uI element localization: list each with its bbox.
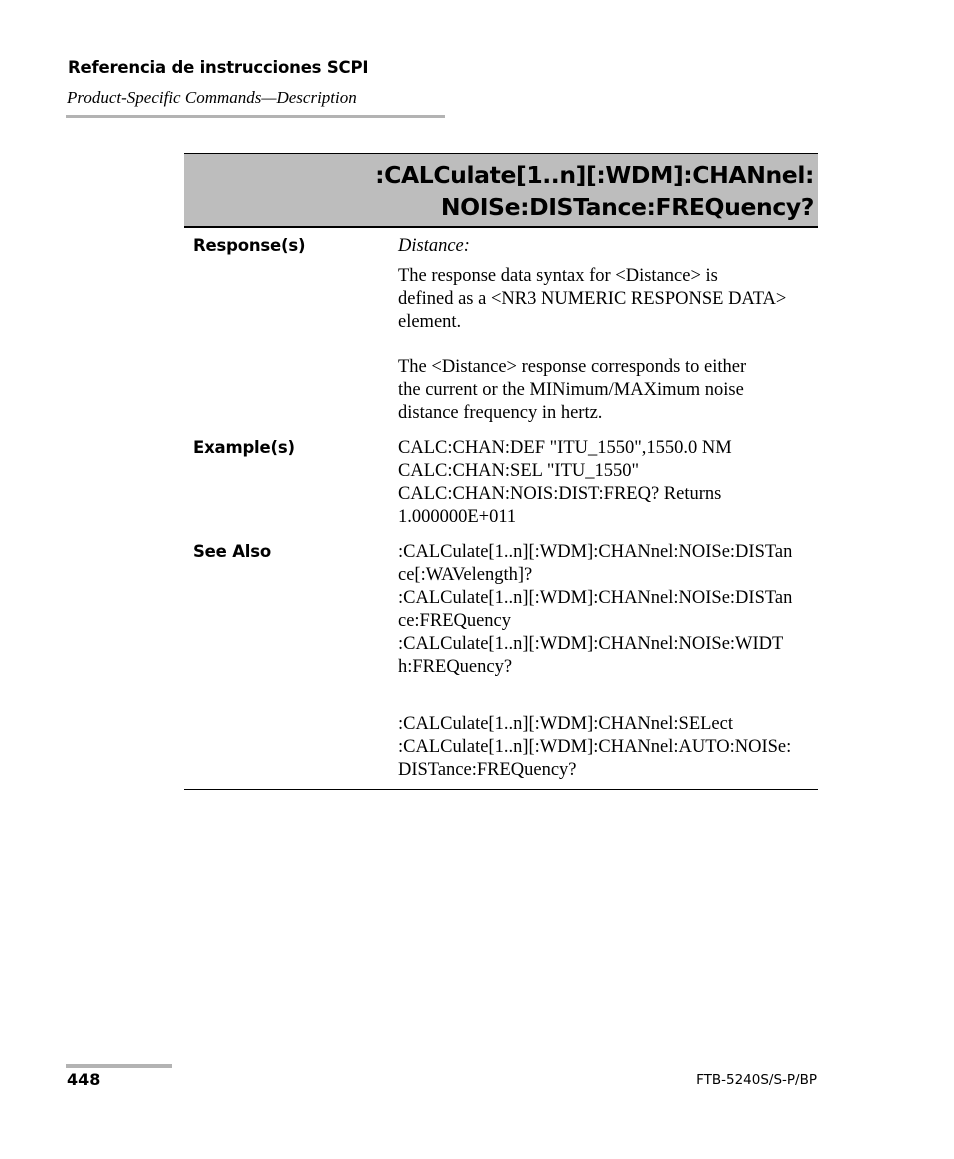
examples-label: Example(s) (193, 438, 295, 457)
footer-rule (66, 1064, 172, 1068)
example-line: 1.000000E+011 (398, 507, 517, 527)
examples-content (398, 437, 818, 529)
command-title-line: NOISe:DISTance:FREQuency? (440, 193, 814, 221)
product-name: FTB-5240S/S-P/BP (696, 1072, 817, 1088)
text-line: the current or the MINimum/MAXimum noise (398, 380, 744, 400)
command-title (375, 159, 814, 223)
example-line: CALC:CHAN:SEL "ITU_1550" (398, 461, 640, 481)
responses-paragraph-1 (398, 265, 818, 334)
example-line: CALC:CHAN:NOIS:DIST:FREQ? Returns (398, 484, 722, 504)
see-also-label: See Also (193, 542, 271, 561)
see-also-line: h:FREQuency? (398, 657, 513, 677)
text-line: element. (398, 312, 462, 332)
see-also-line: :CALCulate[1..n][:WDM]:CHANnel:SELect (398, 714, 733, 734)
see-also-line: :CALCulate[1..n][:WDM]:CHANnel:NOISe:DISTan (398, 588, 793, 608)
see-also-line: :CALCulate[1..n][:WDM]:CHANnel:NOISe:DISTan (398, 542, 793, 562)
response-param-name: Distance: (398, 236, 470, 256)
command-title-band (184, 153, 818, 228)
see-also-line: :CALCulate[1..n][:WDM]:CHANnel:AUTO:NOISe: (398, 737, 792, 757)
table-bottom-rule (184, 789, 818, 790)
responses-label: Response(s) (193, 236, 306, 255)
section-subtitle: Product-Specific Commands—Description (67, 88, 357, 107)
see-also-group-2 (398, 713, 818, 782)
responses-content (398, 235, 818, 258)
see-also-group-1 (398, 541, 818, 679)
see-also-line: DISTance:FREQuency? (398, 760, 577, 780)
page-number: 448 (67, 1070, 101, 1089)
command-title-line: :CALCulate[1..n][:WDM]:CHANnel: (375, 161, 814, 189)
text-line: The response data syntax for <Distance> is (398, 266, 718, 286)
example-line: CALC:CHAN:DEF "ITU_1550",1550.0 NM (398, 438, 732, 458)
text-line: distance frequency in hertz. (398, 403, 603, 423)
section-title: Referencia de instrucciones SCPI (68, 58, 369, 77)
text-line: defined as a <NR3 NUMERIC RESPONSE DATA> (398, 289, 787, 309)
see-also-line: ce:FREQuency (398, 611, 512, 631)
text-line: The <Distance> response corresponds to either (398, 357, 747, 377)
see-also-line: :CALCulate[1..n][:WDM]:CHANnel:NOISe:WIDT (398, 634, 784, 654)
header-rule (66, 115, 445, 118)
responses-paragraph-2 (398, 356, 818, 425)
see-also-line: ce[:WAVelength]? (398, 565, 533, 585)
